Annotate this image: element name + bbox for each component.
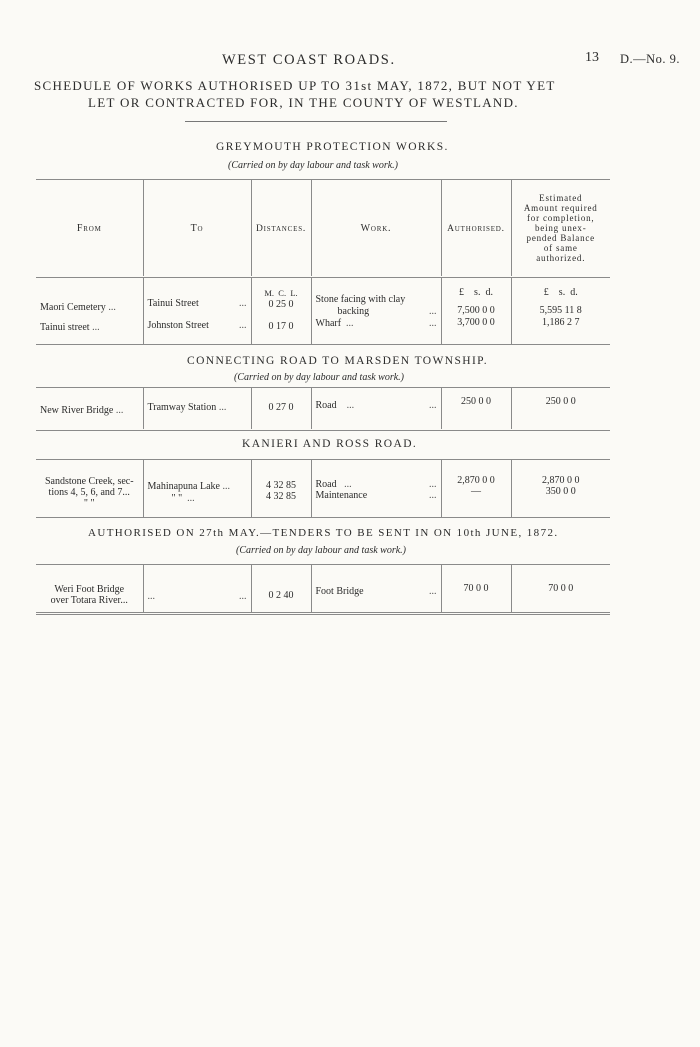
- document-reference: D.—No. 9.: [620, 52, 681, 66]
- schedule-table-header: [36, 180, 610, 276]
- table-row-estimated: £ s. d. 5,595 11 8 1,186 2 7: [511, 278, 610, 344]
- section-rule-2: [36, 430, 610, 431]
- section-rule-3: [36, 517, 610, 518]
- section-rule-1: [36, 344, 610, 345]
- section-note-authorised-27-may: (Carried on by day labour and task work.): [236, 545, 406, 556]
- schedule-table-greymouth: [36, 278, 610, 344]
- section-note-greymouth: (Carried on by day labour and task work.): [228, 160, 398, 171]
- section-title-greymouth: GREYMOUTH PROTECTION WORKS.: [216, 141, 449, 153]
- table-row-work: Road ... ...: [311, 388, 441, 429]
- table-row-to: ... ...: [143, 565, 251, 612]
- section-note-marsden: (Carried on by day labour and task work.): [234, 372, 404, 383]
- column-header-estimated: Estimated Amount required for completion, being unex- pended Balance of same authorized.: [511, 180, 610, 276]
- table-row-estimated: 2,870 0 0 350 0 0: [511, 460, 610, 517]
- table-row-authorised: 2,870 0 0 —: [441, 460, 511, 517]
- table-row-authorised: 70 0 0: [441, 565, 511, 612]
- table-row-from: Maori Cemetery ... Tainui street ...: [40, 302, 116, 333]
- table-row-estimated: 250 0 0: [511, 388, 610, 429]
- section-title-kanieri: KANIERI AND ROSS ROAD.: [242, 438, 418, 450]
- table-row-distances: 0 2 40: [251, 565, 311, 612]
- section-title-authorised-27-may: AUTHORISED ON 27th MAY.—TENDERS TO BE SENT IN ON 10th JUNE, 1872.: [88, 527, 559, 539]
- table-bottom-rule: [36, 612, 610, 615]
- schedule-title-line-1: SCHEDULE OF WORKS AUTHORISED UP TO 31st MAY, 1872, BUT NOT YET: [34, 78, 556, 93]
- table-row-to: Tramway Station ...: [143, 388, 251, 429]
- table-row-authorised: 250 0 0: [441, 388, 511, 429]
- section-title-marsden: CONNECTING ROAD TO MARSDEN TOWNSHIP.: [187, 355, 488, 367]
- schedule-title-line-2: LET OR CONTRACTED FOR, IN THE COUNTY OF WESTLAND.: [88, 95, 519, 110]
- table-row-work: Road ... ... Maintenance ...: [311, 460, 441, 517]
- table-row-to: Tainui Street ... Johnston Street ...: [143, 278, 251, 344]
- running-title: WEST COAST ROADS.: [222, 52, 396, 68]
- table-row-from: New River Bridge ...: [40, 405, 124, 416]
- schedule-table-marsden: [36, 388, 610, 429]
- table-row-authorised: £ s. d. 7,500 0 0 3,700 0 0: [441, 278, 511, 344]
- table-row-distances: M. C. L. 0 25 0 0 17 0: [251, 278, 311, 344]
- table-row-work: Foot Bridge ...: [311, 565, 441, 612]
- table-row-estimated: 70 0 0: [511, 565, 610, 612]
- table-row-distances: 4 32 85 4 32 85: [251, 460, 311, 517]
- column-header-distances: Distances.: [251, 180, 311, 276]
- schedule-table-foot-bridge: [36, 565, 610, 612]
- column-header-to: To: [143, 180, 251, 276]
- table-row-work: Stone facing with clay backing ... Wharf ... ...: [311, 278, 441, 344]
- column-header-work: Work.: [311, 180, 441, 276]
- title-rule: [185, 121, 447, 122]
- table-row-to: Mahinapuna Lake ... " " ...: [143, 460, 251, 517]
- table-row-from: Weri Foot Bridge over Totara River...: [50, 584, 128, 606]
- column-header-from: From: [76, 222, 102, 234]
- schedule-table-kanieri: [36, 460, 610, 517]
- page-number: 13: [585, 50, 599, 65]
- column-header-authorised: Authorised.: [441, 180, 511, 276]
- table-row-from: Sandstone Creek, sec- tions 4, 5, 6, and 7... " ": [44, 476, 134, 509]
- table-row-distances: 0 27 0: [251, 388, 311, 429]
